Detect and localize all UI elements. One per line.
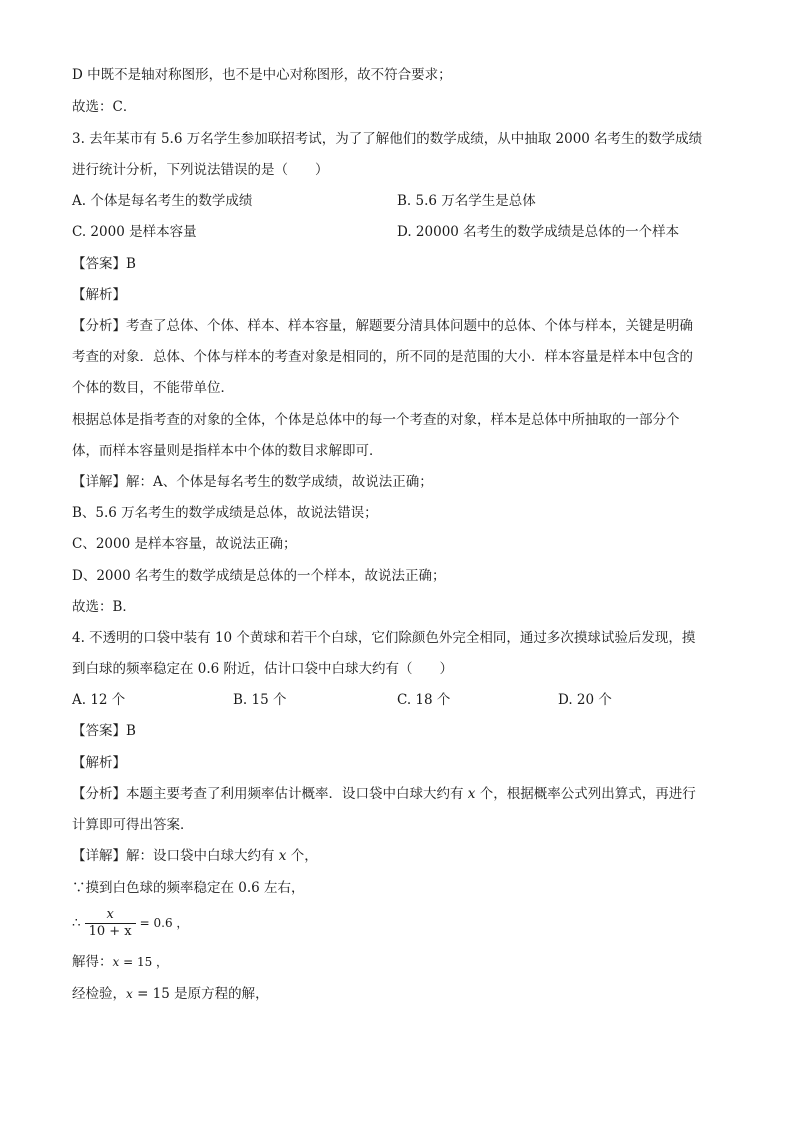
text-span: 个， — [286, 848, 318, 864]
fraction — [85, 907, 136, 940]
q3-fenxi-line — [72, 316, 732, 336]
fraction-denominator: 10 + x — [88, 924, 132, 939]
text-span: 解：设口袋中白球大约有 — [126, 848, 279, 864]
text-line: 个体的数目，不能带单位． — [72, 380, 234, 396]
text-span: 经检验， — [72, 986, 126, 1002]
equation-line — [72, 906, 732, 940]
text-line: 考查的对象．总体、个体与样本的考查对象是相同的，所不同的是范围的大小．样本容量是样本中包含的 — [72, 349, 693, 365]
answer-value: B — [126, 723, 136, 739]
text-span: 解得： — [72, 954, 113, 970]
q3-answer — [72, 254, 732, 274]
text-line: D 中既不是轴对称图形，也不是中心对称图形，故不符合要求； — [72, 67, 452, 83]
q4-option-d: D. 20 个 — [558, 692, 612, 708]
answer-tag: 【答案】 — [72, 256, 126, 272]
text-line: D、2000 名考生的数学成绩是总体的一个样本，故说法正确； — [72, 568, 446, 584]
xiangjie-tag: 【详解】 — [72, 848, 126, 864]
q4-option-a: A. 12 个 — [72, 692, 126, 708]
text-line — [72, 984, 732, 1004]
text-span: 考查了总体、个体、样本、样本容量，解题要分清具体问题中的总体、个体与样本，关键是明确 — [126, 318, 693, 334]
text-line: 故选：B． — [72, 599, 136, 615]
xiangjie-tag: 【详解】 — [72, 474, 126, 490]
text-span: = 15 ， — [119, 955, 169, 969]
text-line: 体，而样本容量则是指样本中个体的数目求解即可． — [72, 443, 383, 459]
q3-analysis-heading — [72, 285, 732, 305]
fraction-numerator: x — [106, 907, 114, 922]
text-line — [72, 952, 732, 972]
fenxi-tag: 【分析】 — [72, 318, 126, 334]
equation-rhs: = 0.6 ， — [139, 916, 189, 930]
question-3-stem: 3. 去年某市有 5.6 万名学生参加联招考试，为了了解他们的数学成绩，从中抽取 2000 名考生的数学成绩 — [72, 131, 703, 147]
text-line: C、2000 是样本容量，故说法正确； — [72, 536, 297, 552]
text-line: ∵摸到白色球的频率稳定在 0.6 左右， — [72, 880, 305, 896]
text-span: 解：A、个体是每名考生的数学成绩，故说法正确； — [126, 474, 433, 490]
q4-option-c: C. 18 个 — [397, 692, 451, 708]
q4-xiangjie-line — [72, 846, 732, 866]
q3-option-c: C. 2000 是样本容量 — [72, 224, 197, 240]
text-line: 故选：C． — [72, 99, 137, 115]
q4-analysis-heading — [72, 753, 732, 773]
question-3-stem-cont: 进行统计分析，下列说法错误的是（ ） — [72, 162, 329, 178]
text-span: = 15 是原方程的解， — [132, 986, 269, 1002]
q4-answer — [72, 721, 732, 741]
q3-xiangjie-line — [72, 472, 732, 492]
text-line: B、5.6 万名考生的数学成绩是总体，故说法错误； — [72, 505, 378, 521]
answer-value: B — [126, 256, 136, 272]
fenxi-tag: 【分析】 — [72, 786, 126, 802]
q4-option-b: B. 15 个 — [233, 692, 287, 708]
text-line: 计算即可得出答案． — [72, 817, 194, 833]
math-variable: x — [467, 786, 476, 802]
answer-tag: 【答案】 — [72, 723, 126, 739]
math-variable: x — [278, 848, 287, 864]
text-line: 根据总体是指考查的对象的全体，个体是总体中的每一个考查的对象，样本是总体中所抽取的一部分个 — [72, 412, 680, 428]
therefore-symbol: ∴ — [72, 915, 81, 931]
q4-fenxi-line — [72, 784, 732, 804]
math-variable: x — [112, 955, 120, 969]
text-span: 个，根据概率公式列出算式，再进行 — [475, 786, 696, 802]
q3-option-a: A. 个体是每名考生的数学成绩 — [72, 193, 253, 209]
q3-option-d: D. 20000 名考生的数学成绩是总体的一个样本 — [397, 224, 680, 240]
analysis-tag: 【解析】 — [72, 287, 126, 303]
text-span: 本题主要考查了利用频率估计概率．设口袋中白球大约有 — [126, 786, 468, 802]
question-4-stem: 4. 不透明的口袋中装有 10 个黄球和若干个白球，它们除颜色外完全相同，通过多次摸球试验后发现，摸 — [72, 630, 696, 646]
question-4-stem-cont: 到白球的频率稳定在 0.6 附近，估计口袋中白球大约有（ ） — [72, 661, 454, 677]
q3-option-b: B. 5.6 万名学生是总体 — [397, 193, 536, 209]
math-variable: x — [126, 987, 133, 1001]
analysis-tag: 【解析】 — [72, 755, 126, 771]
